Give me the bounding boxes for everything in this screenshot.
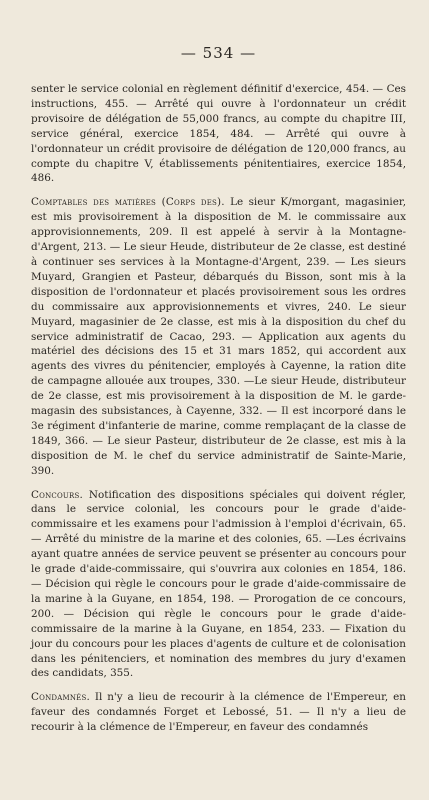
entry-text: Notification des dispositions spéciales qui doivent régler, dans le service colonial, les concours pour le grade d'aide-commissaire et les examens pour l'admission à l'emploi d'écrivain, 65. — Arrêté du ministre de la marine et des colonies, 65. —Les écrivains ayant quatre années de service peuvent se présenter au concours pour le grade d'aide-commissaire, qui s'ouvrira aux colonies en 1854, 186. — Décision qui règle le concours pour le grade d'aide-commissaire de la marine à la Guyane, en 1854, 198. — Prorogation de ce concours, 200. — Décision qui règle le concours pour le grade d'aide-commissaire de la marine à la Guyane, en 1854, 233. — Fixation du jour du concours pour les places d'agents de culture et de colonisation dans les pénitenciers, et nomination des membres du jury d'examen des candidats, 355. xyxy=(31,488,406,680)
entry-text: senter le service colonial en règlement définitif d'exercice, 454. — Ces instructions, 455. — Arrêté qui ouvre à l'ordonnateur un crédit provisoire de délégation de 55,000 francs, au compte du chapitre III, service général, exercice 1854, 484. — Arrêté qui ouvre à l'ordonnateur un crédit provisoire de délégation de 120,000 francs, au compte du chapitre V, établissements pénitentiaires, exercice 1854, 486. xyxy=(31,83,406,185)
index-entry-condamnes xyxy=(31,690,406,735)
entry-text: Il n'y a lieu de recourir à la clémence de l'Empereur, en faveur des condamnés Forget et Lebossé, 51. — Il n'y a lieu de recourir à la clémence de l'Empereur, en faveur des condamnés xyxy=(31,691,406,734)
index-entry-continuation xyxy=(31,82,406,186)
entry-text: Le sieur K/morgant, magasinier, est mis provisoirement à la disposition de M. le commissaire aux approvisionnements, 209. Il est appelé à servir à la Montagne-d'Argent, 213. — Le sieur Heude, distributeur de 2e classe, est destiné à continuer ses services à la Montagne-d'Argent, 239. — Les sieurs Muyard, Grangien et Pasteur, débarqués du Bisson, sont mis à la disposition de l'ordonnateur et placés provisoirement sous les ordres du commissaire aux approvisionnements et vivres, 240. Le sieur Muyard, magasinier de 2e classe, est mis à la disposition du chef du service administratif de Cacao, 293. — Application aux agents du matériel des décisions des 15 et 31 mars 1852, qui accordent aux agents des vivres du pénitencier, employés à Cayenne, la ration dite de campagne allouée aux troupes, 330. —Le sieur Heude, distributeur de 2e classe, est mis provisoirement à la disposition de M. le garde-magasin des subsistances, à Cayenne, 332. — Il est incorporé dans le 3e régiment d'infanterie de marine, comme remplaçant de la classe de 1849, 366. — Le sieur Pasteur, distributeur de 2e classe, est mis à la disposition de M. le chef du service administratif de Sainte-Marie, 390. xyxy=(31,196,406,477)
page-number: — 534 — xyxy=(180,44,257,62)
index-entry-concours xyxy=(31,488,406,682)
entry-heading: Comptables des matières (Corps des). xyxy=(31,196,225,209)
entry-heading: Concours. xyxy=(31,488,83,501)
index-entry-comptables xyxy=(31,195,406,478)
entry-heading: Condamnés. xyxy=(31,691,90,704)
